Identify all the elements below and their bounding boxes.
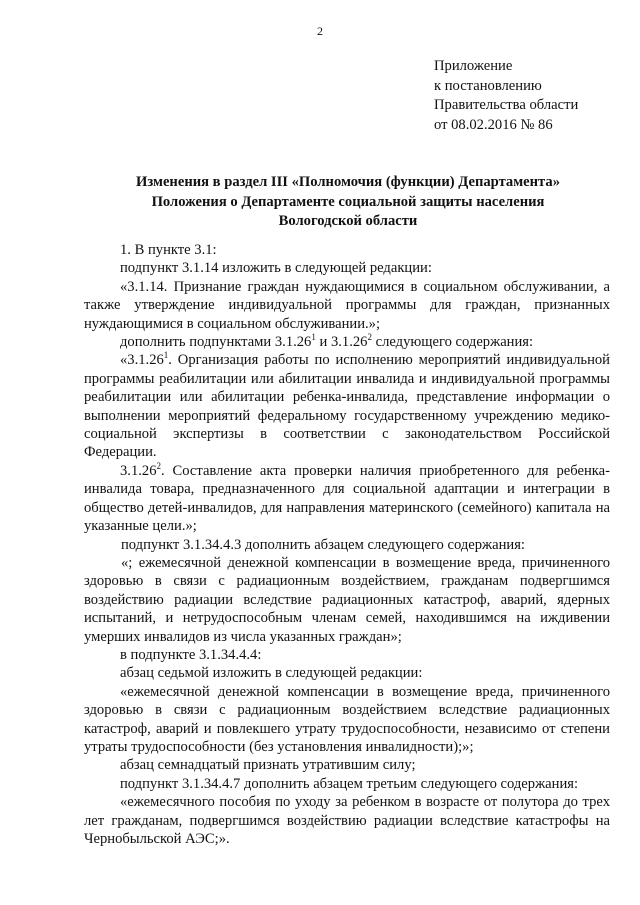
paragraph-5: [84, 351, 610, 461]
paragraph-1: 1. В пункте 3.1:: [120, 242, 217, 258]
appendix-line-2: к постановлению: [434, 77, 542, 94]
paragraph-3: «3.1.14. Признание граждан нуждающимися в социальном обслуживании, а также утверждение индивидуальной программы для граждан, признанных нуждающимися в социальном обслуживании.»;: [84, 278, 610, 332]
paragraph-8: «; ежемесячной денежной компенсации в возмещение вреда, причиненного здоровью в связи с радиационным воздействием, гражданам подвергшимся воздействию радиации вследствие радиационных катастроф, аварий, ядерных испытаний, и нетрудоспособным членам семей, находившимся на иждивении умерших инвалидов из числа указанных граждан»;: [84, 554, 610, 645]
title-line-1: Изменения в раздел III «Полномочия (функции) Департамента»: [136, 174, 560, 190]
paragraph-2: подпункт 3.1.14 изложить в следующей редакции:: [120, 260, 432, 277]
appendix-block: [434, 57, 578, 135]
paragraph-6-text-a: 3.1.26: [120, 462, 157, 479]
appendix-line-3: Правительства области: [434, 97, 579, 113]
document-title: [78, 173, 618, 232]
title-line-3: Вологодской области: [278, 213, 418, 229]
paragraph-4-text-a: дополнить подпунктами 3.1.26: [120, 334, 312, 351]
paragraph-5-text-a: «3.1.26: [120, 352, 164, 369]
appendix-line-1: Приложение: [434, 58, 513, 74]
paragraph-10: абзац седьмой изложить в следующей редакции:: [120, 665, 423, 682]
document-body: [84, 241, 610, 848]
paragraph-13: подпункт 3.1.34.4.7 дополнить абзацем третьим следующего содержания:: [120, 775, 579, 792]
paragraph-6: [84, 462, 610, 536]
paragraph-5-text-b: . Организация работы по исполнению мероприятий индивидуальной программы реабилитации или абилитации инвалида и индивидуальной программы реабилитации или абилитации ребенка-инвалида, представление информации о выполнении мероприятий федеральному государственному учреждению медико-социальной экспертизы в соответствии с законодательством Российской Федерации.: [84, 352, 610, 461]
paragraph-4: [84, 333, 610, 351]
paragraph-7: подпункт 3.1.34.4.3 дополнить абзацем следующего содержания:: [121, 536, 525, 553]
paragraph-6-superscript: 2: [156, 461, 161, 472]
paragraph-12: абзац семнадцатый признать утратившим силу;: [120, 757, 416, 774]
paragraph-4-text-b: и 3.1.26: [315, 334, 368, 351]
appendix-line-4: от 08.02.2016 № 86: [434, 116, 553, 133]
paragraph-6-text-b: . Составление акта проверки наличия приобретенного для ребенка-инвалида товара, предназначенного для социальной адаптации и интеграции в общество детей-инвалидов, для направления материнского (семейного) капитала на указанные цели.»;: [84, 462, 610, 535]
paragraph-11: «ежемесячной денежной компенсации в возмещение вреда, причиненного здоровью в связи с радиационным воздействием вследствие радиационных катастроф, аварий и повлекшего утрату трудоспособности, независимо от степени утраты трудоспособности (без установления инвалидности);»;: [84, 683, 610, 755]
title-line-2: Положения о Департаменте социальной защиты населения: [151, 193, 545, 210]
paragraph-5-superscript: 1: [163, 350, 169, 361]
paragraph-14: «ежемесячного пособия по уходу за ребенком в возрасте от полутора до трех лет гражданам, подвергшимся воздействию радиации вследствие катастрофы на Чернобыльской АЭС;».: [84, 794, 610, 847]
paragraph-9: в подпункте 3.1.34.4.4:: [120, 646, 262, 663]
paragraph-4-text-c: следующего содержания:: [371, 334, 534, 351]
page-number: 2: [317, 24, 323, 38]
paragraph-4-superscript-2: 2: [367, 332, 372, 343]
paragraph-4-superscript-1: 1: [311, 332, 316, 343]
